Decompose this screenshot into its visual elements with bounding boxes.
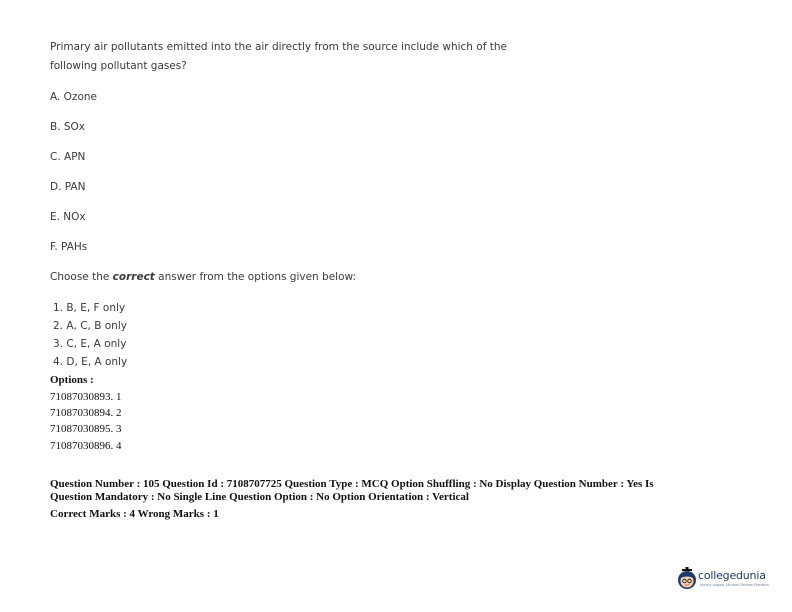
meta-line-2: Question Mandatory : No Single Line Question Option : No Option Orientation : Vertical bbox=[50, 491, 469, 503]
logo-wordmark: collegedunia bbox=[698, 569, 766, 582]
answer-choice-2: 2. A, C, B only bbox=[53, 320, 127, 332]
logo-tagline: India's largest Student Review Platform bbox=[700, 583, 769, 587]
statement-e: E. NOx bbox=[50, 211, 86, 223]
statement-f: F. PAHs bbox=[50, 241, 88, 253]
instruction-text bbox=[50, 271, 356, 283]
question-line-2: following pollutant gases? bbox=[50, 60, 187, 72]
options-heading: Options : bbox=[50, 374, 94, 386]
instruction-after: answer from the options given below: bbox=[154, 271, 357, 283]
student-mascot-icon bbox=[676, 566, 698, 592]
marks-line: Correct Marks : 4 Wrong Marks : 1 bbox=[50, 508, 219, 520]
statement-d: D. PAN bbox=[50, 181, 86, 193]
option-id-3: 71087030895. 3 bbox=[50, 423, 122, 435]
instruction-emphasis: correct bbox=[112, 271, 155, 283]
meta-line-1: Question Number : 105 Question Id : 7108707725 Question Type : MCQ Option Shuffling : No Display Question Number : Yes Is bbox=[50, 478, 654, 490]
option-id-4: 71087030896. 4 bbox=[50, 440, 122, 452]
statement-b: B. SOx bbox=[50, 121, 86, 133]
answer-choice-4: 4. D, E, A only bbox=[53, 356, 128, 368]
instruction-before: Choose the bbox=[50, 271, 113, 283]
answer-choice-1: 1. B, E, F only bbox=[53, 302, 126, 314]
statement-c: C. APN bbox=[50, 151, 86, 163]
collegedunia-logo bbox=[676, 566, 776, 592]
option-id-2: 71087030894. 2 bbox=[50, 407, 122, 419]
option-id-1: 71087030893. 1 bbox=[50, 391, 122, 403]
statement-a: A. Ozone bbox=[50, 91, 97, 103]
answer-choice-3: 3. C, E, A only bbox=[53, 338, 127, 350]
question-line-1: Primary air pollutants emitted into the air directly from the source include which of the bbox=[50, 41, 507, 53]
